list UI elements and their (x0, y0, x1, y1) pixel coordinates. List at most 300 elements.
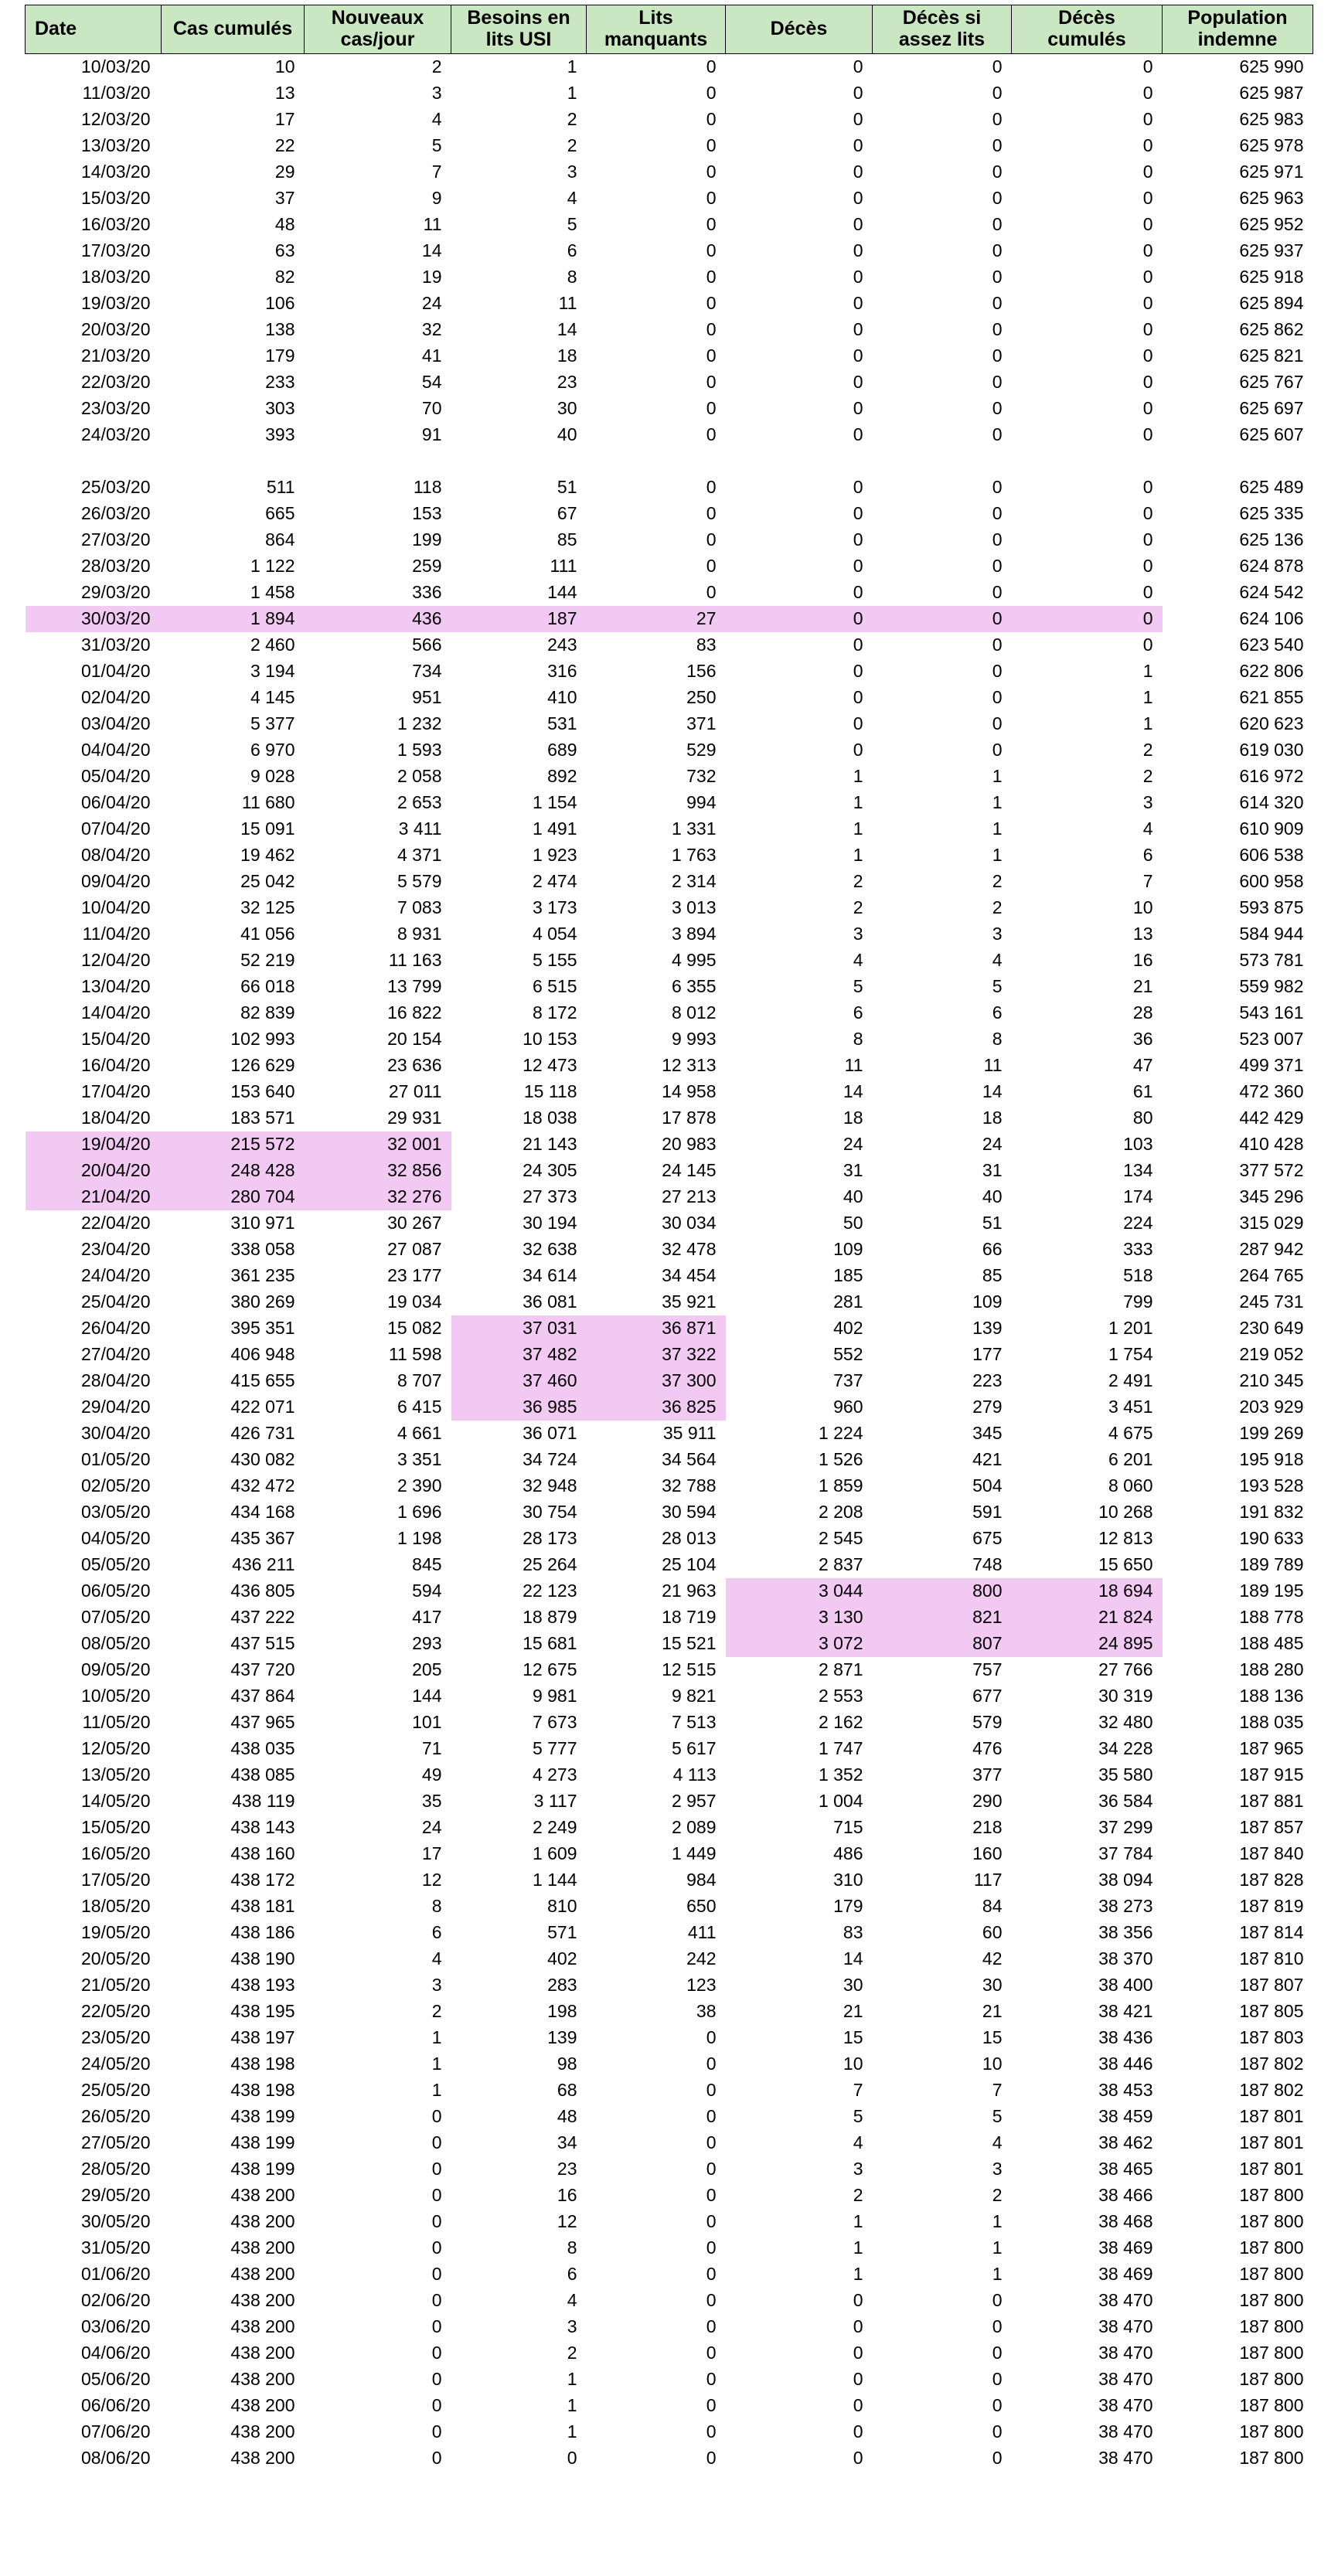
cell-deces-si-assez-lits: 0 (992, 345, 1003, 366)
cell-besoins-lits-usi: 10 153 (523, 1029, 577, 1050)
cell-population-indemne: 622 806 (1239, 661, 1304, 682)
cell-nouveaux-cas: 15 082 (387, 1318, 442, 1339)
cell-deces-cumules: 15 650 (1098, 1554, 1153, 1575)
cell-lits-manquants: 0 (706, 556, 717, 577)
cell-besoins-lits-usi: 30 754 (523, 1502, 577, 1523)
cell-population-indemne: 593 875 (1239, 897, 1304, 918)
cell-deces: 0 (853, 477, 863, 498)
table-row (26, 1788, 1313, 1815)
cell-deces-cumules: 38 400 (1098, 1975, 1153, 1996)
cell-deces-cumules: 80 (1132, 1108, 1153, 1128)
cell-lits-manquants: 371 (686, 713, 717, 734)
cell-lits-manquants: 2 089 (671, 1817, 717, 1838)
cell-nouveaux-cas: 0 (431, 2290, 442, 2311)
cell-population-indemne: 620 623 (1239, 713, 1304, 734)
cell-nouveaux-cas: 32 856 (305, 1158, 451, 1184)
cell-deces: 1 004 (818, 1791, 863, 1812)
cell-deces-cumules: 21 824 (1012, 1604, 1163, 1631)
cell-deces: 179 (833, 1896, 863, 1917)
cell-cas-cumules: 438 181 (230, 1896, 295, 1917)
column-header-deces-cumules: Décès cumulés (1012, 5, 1163, 54)
cell-lits-manquants: 36 871 (587, 1315, 726, 1342)
column-header-cas-cumules: Cas cumulés (162, 5, 305, 54)
cell-nouveaux-cas: 951 (412, 687, 442, 708)
cell-population-indemne: 625 918 (1239, 267, 1304, 288)
cell-deces-si-assez-lits: 15 (982, 2027, 1003, 2048)
cell-population-indemne: 190 633 (1239, 1528, 1304, 1549)
cell-date: 01/05/20 (80, 1449, 151, 1470)
cell-deces-si-assez-lits: 675 (972, 1528, 1003, 1549)
cell-cas-cumules: 303 (265, 398, 295, 419)
cell-lits-manquants: 1 449 (671, 1843, 717, 1864)
cell-besoins-lits-usi: 34 614 (523, 1265, 577, 1286)
cell-date: 03/05/20 (80, 1502, 151, 1523)
cell-deces-si-assez-lits: 0 (992, 109, 1003, 130)
cell-cas-cumules: 438 199 (230, 2132, 295, 2153)
cell-population-indemne: 614 320 (1239, 792, 1304, 813)
table-row (26, 1736, 1313, 1762)
cell-nouveaux-cas: 30 267 (387, 1213, 442, 1234)
cell-cas-cumules: 248 428 (162, 1158, 305, 1184)
cell-besoins-lits-usi: 1 923 (532, 845, 577, 866)
cell-deces-cumules: 0 (1142, 424, 1153, 445)
cell-date: 30/04/20 (80, 1423, 151, 1444)
cell-population-indemne: 625 607 (1239, 424, 1304, 445)
cell-deces-si-assez-lits: 0 (992, 162, 1003, 182)
cell-population-indemne: 606 538 (1239, 845, 1304, 866)
cell-deces-si-assez-lits: 0 (992, 740, 1003, 761)
cell-deces-cumules: 8 060 (1108, 1475, 1153, 1496)
cell-date: 07/05/20 (80, 1607, 151, 1628)
cell-deces: 1 526 (818, 1449, 863, 1470)
cell-nouveaux-cas: 8 707 (397, 1370, 442, 1391)
cell-deces: 21 (843, 2001, 863, 2022)
cell-date: 11/03/20 (82, 83, 151, 104)
cell-deces: 0 (853, 582, 863, 603)
cell-lits-manquants: 3 013 (671, 897, 717, 918)
cell-cas-cumules: 126 629 (230, 1055, 295, 1076)
cell-lits-manquants: 0 (706, 188, 717, 209)
cell-cas-cumules: 438 198 (230, 2054, 295, 2074)
cell-lits-manquants: 5 617 (671, 1738, 717, 1759)
cell-cas-cumules: 32 125 (240, 897, 295, 918)
table-row (26, 396, 1313, 422)
cell-population-indemne: 187 840 (1239, 1843, 1304, 1864)
cell-deces-cumules: 16 (1132, 950, 1153, 971)
cell-deces: 6 (853, 1002, 863, 1023)
cell-nouveaux-cas: 336 (412, 582, 442, 603)
cell-besoins-lits-usi: 8 (567, 267, 577, 288)
cell-cas-cumules: 280 704 (162, 1184, 305, 1210)
cell-besoins-lits-usi: 34 (557, 2132, 577, 2153)
cell-cas-cumules: 438 200 (230, 2395, 295, 2416)
cell-besoins-lits-usi: 3 (567, 2316, 577, 2337)
cell-cas-cumules: 426 731 (230, 1423, 295, 1444)
cell-lits-manquants: 9 821 (671, 1686, 717, 1707)
cell-cas-cumules: 436 211 (232, 1554, 295, 1575)
table-spacer-row (26, 448, 1313, 475)
table-row (26, 2419, 1313, 2445)
cell-lits-manquants: 36 825 (587, 1394, 726, 1421)
cell-deces-si-assez-lits: 476 (972, 1738, 1003, 1759)
cell-besoins-lits-usi: 139 (547, 2027, 577, 2048)
cell-population-indemne: 191 832 (1239, 1502, 1304, 1523)
table-row (26, 948, 1313, 974)
cell-cas-cumules: 17 (274, 109, 295, 130)
cell-deces: 0 (853, 2448, 863, 2469)
cell-nouveaux-cas: 0 (431, 2264, 442, 2285)
cell-date: 03/04/20 (80, 713, 151, 734)
cell-deces-si-assez-lits: 0 (992, 503, 1003, 524)
cell-deces: 2 162 (818, 1712, 863, 1733)
cell-population-indemne: 187 801 (1239, 2106, 1304, 2127)
table-row (26, 1683, 1313, 1710)
cell-besoins-lits-usi: 892 (547, 766, 577, 787)
cell-date: 14/05/20 (80, 1791, 151, 1812)
table-row (26, 54, 1313, 81)
cell-lits-manquants: 0 (706, 2027, 717, 2048)
cell-besoins-lits-usi: 1 (567, 2421, 577, 2442)
table-header-row (26, 5, 1313, 54)
cell-cas-cumules: 361 235 (230, 1265, 295, 1286)
cell-deces-cumules: 38 370 (1098, 1948, 1153, 1969)
cell-cas-cumules: 106 (265, 293, 295, 314)
cell-besoins-lits-usi: 3 117 (533, 1791, 577, 1812)
cell-nouveaux-cas: 259 (412, 556, 442, 577)
cell-besoins-lits-usi: 6 (567, 2264, 577, 2285)
cell-besoins-lits-usi: 4 (567, 188, 577, 209)
cell-population-indemne: 188 035 (1239, 1712, 1304, 1733)
cell-nouveaux-cas: 8 931 (397, 924, 442, 944)
cell-date: 21/05/20 (80, 1975, 151, 1996)
table-row (26, 1368, 1313, 1394)
cell-lits-manquants: 37 322 (587, 1342, 726, 1368)
table-row (26, 1000, 1313, 1026)
cell-population-indemne: 187 800 (1239, 2290, 1304, 2311)
cell-date: 18/04/20 (80, 1108, 151, 1128)
cell-besoins-lits-usi: 21 143 (523, 1134, 577, 1155)
table-row (26, 1158, 1313, 1184)
cell-deces: 24 (843, 1134, 863, 1155)
cell-nouveaux-cas: 24 (421, 1817, 442, 1838)
cell-cas-cumules: 5 377 (250, 713, 295, 734)
cell-population-indemne: 195 918 (1239, 1449, 1304, 1470)
cell-date: 08/04/20 (80, 845, 151, 866)
table-row (26, 2025, 1313, 2051)
cell-deces-cumules: 12 813 (1098, 1528, 1153, 1549)
cell-nouveaux-cas: 32 001 (305, 1131, 451, 1158)
cell-cas-cumules: 438 143 (230, 1817, 295, 1838)
cell-deces: 0 (853, 661, 863, 682)
cell-deces-cumules: 0 (1142, 293, 1153, 314)
cell-deces-si-assez-lits: 0 (992, 135, 1003, 156)
cell-nouveaux-cas: 2 (431, 2001, 442, 2022)
cell-nouveaux-cas: 594 (412, 1581, 442, 1601)
cell-lits-manquants: 732 (686, 766, 717, 787)
cell-cas-cumules: 864 (265, 529, 295, 550)
cell-cas-cumules: 438 193 (230, 1975, 295, 1996)
cell-deces: 0 (853, 293, 863, 314)
cell-cas-cumules: 82 839 (240, 1002, 295, 1023)
cell-deces: 0 (853, 740, 863, 761)
cell-deces-cumules: 1 (1142, 687, 1153, 708)
cell-deces: 0 (853, 2290, 863, 2311)
cell-nouveaux-cas: 153 (412, 503, 442, 524)
cell-deces-si-assez-lits: 0 (992, 556, 1003, 577)
cell-deces-cumules: 47 (1132, 1055, 1153, 1076)
cell-deces-cumules: 36 (1132, 1029, 1153, 1050)
cell-deces: 1 (853, 792, 863, 813)
cell-deces: 0 (853, 687, 863, 708)
cell-deces-si-assez-lits: 0 (992, 529, 1003, 550)
cell-date: 18/05/20 (80, 1896, 151, 1917)
cell-cas-cumules: 393 (265, 424, 295, 445)
cell-lits-manquants: 34 454 (662, 1265, 717, 1286)
cell-deces: 2 (853, 897, 863, 918)
cell-deces: 402 (833, 1318, 863, 1339)
cell-deces-si-assez-lits: 821 (873, 1604, 1012, 1631)
cell-deces: 1 859 (818, 1475, 863, 1496)
cell-nouveaux-cas: 5 579 (397, 871, 442, 892)
cell-besoins-lits-usi: 36 081 (523, 1291, 577, 1312)
cell-nouveaux-cas: 0 (431, 2343, 442, 2363)
table-row (26, 1237, 1313, 1263)
cell-lits-manquants: 0 (706, 293, 717, 314)
cell-deces: 7 (853, 2080, 863, 2101)
cell-deces-si-assez-lits: 0 (873, 606, 1012, 632)
cell-deces: 4 (853, 2132, 863, 2153)
cell-lits-manquants: 0 (706, 2316, 717, 2337)
cell-besoins-lits-usi: 30 (557, 398, 577, 419)
cell-deces-cumules: 518 (1123, 1265, 1153, 1286)
cell-population-indemne: 619 030 (1239, 740, 1304, 761)
cell-deces-cumules: 0 (1142, 319, 1153, 340)
cell-nouveaux-cas: 27 011 (388, 1081, 442, 1102)
cell-besoins-lits-usi: 23 (557, 372, 577, 393)
cell-deces-si-assez-lits: 223 (972, 1370, 1003, 1391)
cell-lits-manquants: 18 719 (662, 1607, 717, 1628)
cell-population-indemne: 624 106 (1239, 608, 1304, 629)
table-row (26, 816, 1313, 842)
table-row (26, 159, 1313, 185)
cell-deces-cumules: 38 356 (1098, 1922, 1153, 1943)
table-row (26, 1394, 1313, 1421)
cell-date: 12/05/20 (80, 1738, 151, 1759)
cell-besoins-lits-usi: 12 675 (523, 1659, 577, 1680)
cell-besoins-lits-usi: 402 (547, 1948, 577, 1969)
cell-cas-cumules: 153 640 (230, 1081, 295, 1102)
cell-date: 30/03/20 (26, 606, 162, 632)
cell-lits-manquants: 0 (706, 319, 717, 340)
cell-lits-manquants: 35 911 (662, 1423, 717, 1444)
cell-besoins-lits-usi: 1 491 (532, 818, 577, 839)
cell-deces-si-assez-lits: 0 (992, 267, 1003, 288)
cell-deces-cumules: 0 (1142, 240, 1153, 261)
cell-nouveaux-cas: 12 (421, 1870, 442, 1890)
cell-date: 19/05/20 (80, 1922, 151, 1943)
cell-cas-cumules: 25 042 (240, 871, 295, 892)
table-row (26, 2183, 1313, 2209)
table-row (26, 1815, 1313, 1841)
cell-deces: 0 (853, 214, 863, 235)
cell-besoins-lits-usi: 68 (557, 2080, 577, 2101)
cell-date: 13/05/20 (80, 1764, 151, 1785)
cell-population-indemne: 442 429 (1239, 1108, 1304, 1128)
cell-deces: 2 208 (818, 1502, 863, 1523)
cell-date: 23/04/20 (80, 1239, 151, 1260)
cell-population-indemne: 625 937 (1239, 240, 1304, 261)
cell-date: 11/05/20 (82, 1712, 151, 1733)
cell-nouveaux-cas: 9 (431, 188, 442, 209)
cell-population-indemne: 187 800 (1239, 2421, 1304, 2442)
cell-nouveaux-cas: 70 (421, 398, 442, 419)
cell-deces: 960 (833, 1397, 863, 1417)
cell-deces: 0 (853, 713, 863, 734)
cell-nouveaux-cas: 27 087 (387, 1239, 442, 1260)
cell-cas-cumules: 438 200 (230, 2316, 295, 2337)
table-row (26, 869, 1313, 895)
cell-cas-cumules: 434 168 (230, 1502, 295, 1523)
cell-nouveaux-cas: 49 (421, 1764, 442, 1785)
cell-nouveaux-cas: 2 (431, 56, 442, 77)
cell-deces-si-assez-lits: 748 (972, 1554, 1003, 1575)
cell-deces-si-assez-lits: 2 (992, 871, 1003, 892)
cell-population-indemne: 287 942 (1239, 1239, 1304, 1260)
cell-lits-manquants: 0 (706, 345, 717, 366)
cell-besoins-lits-usi: 1 (567, 2369, 577, 2390)
cell-nouveaux-cas: 19 034 (387, 1291, 442, 1312)
cell-cas-cumules: 41 056 (240, 924, 295, 944)
cell-population-indemne: 625 862 (1239, 319, 1304, 340)
cell-lits-manquants: 4 995 (671, 950, 717, 971)
table-row (26, 1131, 1313, 1158)
cell-deces-cumules: 24 895 (1012, 1631, 1163, 1657)
cell-population-indemne: 187 800 (1239, 2211, 1304, 2232)
cell-cas-cumules: 1 122 (250, 556, 295, 577)
cell-besoins-lits-usi: 531 (547, 713, 577, 734)
cell-nouveaux-cas: 417 (412, 1607, 442, 1628)
cell-cas-cumules: 422 071 (230, 1397, 295, 1417)
cell-cas-cumules: 436 805 (230, 1581, 295, 1601)
cell-date: 02/06/20 (80, 2290, 151, 2311)
cell-deces: 2 837 (818, 1554, 863, 1575)
cell-nouveaux-cas: 0 (431, 2211, 442, 2232)
cell-date: 02/05/20 (80, 1475, 151, 1496)
cell-deces: 1 (853, 2211, 863, 2232)
cell-deces: 2 545 (818, 1528, 863, 1549)
cell-besoins-lits-usi: 243 (547, 635, 577, 655)
cell-lits-manquants: 123 (686, 1975, 717, 1996)
table-row (26, 1421, 1313, 1447)
cell-deces-cumules: 38 459 (1098, 2106, 1153, 2127)
table-row (26, 2340, 1313, 2367)
cell-deces: 185 (833, 1265, 863, 1286)
cell-date: 03/06/20 (80, 2316, 151, 2337)
cell-deces-cumules: 3 (1142, 792, 1153, 813)
cell-date: 20/04/20 (26, 1158, 162, 1184)
cell-deces-cumules: 2 (1142, 766, 1153, 787)
cell-nouveaux-cas: 13 799 (387, 976, 442, 997)
cell-deces: 737 (833, 1370, 863, 1391)
cell-deces-cumules: 38 470 (1098, 2369, 1153, 2390)
cell-lits-manquants: 30 594 (662, 1502, 717, 1523)
cell-nouveaux-cas: 19 (421, 267, 442, 288)
table-row (26, 1079, 1313, 1105)
cell-besoins-lits-usi: 810 (547, 1896, 577, 1917)
cell-population-indemne: 189 789 (1239, 1554, 1304, 1575)
table-row (26, 1526, 1313, 1552)
table-row (26, 2077, 1313, 2104)
cell-population-indemne: 188 136 (1239, 1686, 1304, 1707)
cell-population-indemne: 187 800 (1239, 2395, 1304, 2416)
cell-besoins-lits-usi: 6 (567, 240, 577, 261)
cell-besoins-lits-usi: 48 (557, 2106, 577, 2127)
cell-deces: 0 (853, 109, 863, 130)
cell-nouveaux-cas: 566 (412, 635, 442, 655)
cell-cas-cumules: 179 (265, 345, 295, 366)
table-row (26, 553, 1313, 580)
cell-deces: 3 (853, 924, 863, 944)
table-row (26, 580, 1313, 606)
cell-besoins-lits-usi: 316 (547, 661, 577, 682)
cell-nouveaux-cas: 205 (412, 1659, 442, 1680)
cell-date: 21/04/20 (26, 1184, 162, 1210)
cell-lits-manquants: 0 (706, 2290, 717, 2311)
cell-deces-si-assez-lits: 24 (982, 1134, 1003, 1155)
cell-lits-manquants: 156 (686, 661, 717, 682)
cell-date: 28/03/20 (80, 556, 151, 577)
cell-nouveaux-cas: 2 390 (397, 1475, 442, 1496)
cell-deces-si-assez-lits: 3 (992, 2159, 1003, 2180)
cell-deces: 4 (853, 950, 863, 971)
cell-population-indemne: 230 649 (1239, 1318, 1304, 1339)
cell-deces-si-assez-lits: 0 (992, 424, 1003, 445)
cell-deces-cumules: 0 (1142, 267, 1153, 288)
table-row (26, 2156, 1313, 2183)
table-row (26, 1447, 1313, 1473)
cell-deces-cumules: 0 (1142, 582, 1153, 603)
cell-lits-manquants: 28 013 (662, 1528, 717, 1549)
cell-lits-manquants: 0 (706, 398, 717, 419)
cell-cas-cumules: 438 200 (230, 2237, 295, 2258)
cell-lits-manquants: 24 145 (662, 1160, 717, 1181)
cell-besoins-lits-usi: 15 118 (523, 1081, 577, 1102)
cell-population-indemne: 377 572 (1239, 1160, 1304, 1181)
cell-besoins-lits-usi: 410 (547, 687, 577, 708)
cell-deces: 0 (853, 424, 863, 445)
cell-date: 31/03/20 (80, 635, 151, 655)
cell-nouveaux-cas: 11 (423, 214, 442, 235)
cell-population-indemne: 499 371 (1239, 1055, 1304, 1076)
cell-deces-cumules: 0 (1142, 556, 1153, 577)
cell-lits-manquants: 411 (687, 1922, 717, 1943)
cell-besoins-lits-usi: 36 985 (451, 1394, 587, 1421)
table-row (26, 238, 1313, 264)
column-header-deces-si-assez-lits: Décès si assez lits (873, 5, 1012, 54)
cell-deces: 1 747 (818, 1738, 863, 1759)
cell-deces: 3 044 (726, 1578, 873, 1604)
cell-deces-cumules: 35 580 (1098, 1764, 1153, 1785)
cell-lits-manquants: 0 (706, 477, 717, 498)
table-row (26, 80, 1313, 107)
cell-deces-cumules: 0 (1142, 162, 1153, 182)
cell-nouveaux-cas: 16 822 (387, 1002, 442, 1023)
cell-nouveaux-cas: 4 (431, 1948, 442, 1969)
epidemic-projection-table (25, 5, 1313, 2472)
cell-deces-cumules: 2 491 (1108, 1370, 1153, 1391)
cell-nouveaux-cas: 24 (421, 293, 442, 314)
cell-date: 29/05/20 (80, 2185, 151, 2206)
